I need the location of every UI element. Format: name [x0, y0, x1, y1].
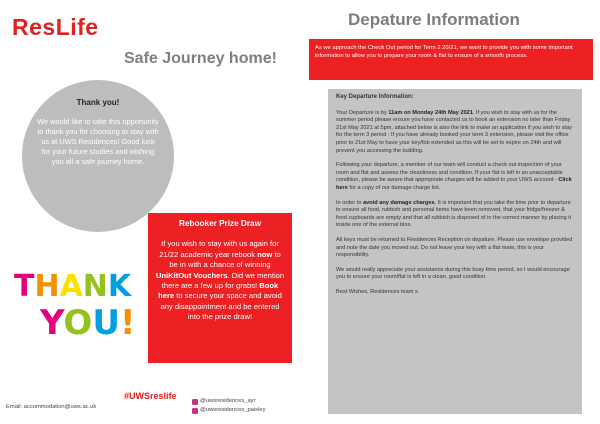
key-info-sign-off: Best Wishes, Residences team x: [336, 288, 418, 295]
social-paisley[interactable]: @uwsresidences_paisley: [192, 406, 266, 415]
social-handles: [192, 397, 266, 415]
thank-you-graphic: [12, 262, 140, 342]
rebooker-body: If you wish to stay with us again for 21/22 academic year rebook now to be in with a chance of winning UniKitOut Vouchers. Did we mention there are a few up for grabs! Book here to secure your space and avoid any disappointment and be entered into the prize draw!: [155, 239, 285, 322]
hashtag: #UWSreslife: [124, 391, 177, 401]
rebooker-heading: Rebooker Prize Draw: [179, 219, 261, 228]
reslife-logo: ResLife: [12, 14, 99, 40]
instagram-icon: [192, 408, 198, 414]
intro-text: As we approach the Check Out period for Term 2 20/21, we want to provide you with some important information to allow you to prepare your room & flat to ensure of a smooth process.: [315, 45, 573, 59]
key-info-paragraph-4: All keys must be returned to Residences Reception on depature. Please use envelope provided and note the date you moved out. Do not leave your key with a flat mate, this is your responsibility.: [336, 236, 573, 259]
book-here-link[interactable]: Book here: [158, 281, 279, 301]
thank-letters: THANK: [14, 269, 132, 304]
key-info-heading: Key Departure Information:: [336, 94, 414, 100]
key-info-paragraph-5: We would really appreciate your assistance during this busy time period, so I would encourage you to ensure your room/flat is left in a clean, good condition.: [336, 266, 570, 281]
thank-you-body: We would like to take this opportunity to thank you for choosing to stay with us at UWS Residences! Good luck for your future studies and wishing you all a safe journey home.: [37, 117, 159, 166]
social-ayr[interactable]: @uwsresidences_ayr: [192, 397, 266, 406]
rebook-now-text: now: [257, 249, 273, 259]
thank-you-circle: [22, 80, 174, 232]
thank-you-heading: Thank you!: [76, 98, 120, 107]
contact-email[interactable]: Email: accommodation@uws.ac.uk: [6, 404, 97, 410]
instagram-icon: [192, 399, 198, 405]
you-letters: YOU!: [40, 303, 136, 342]
intro-banner: [309, 39, 593, 80]
key-info-paragraph-1: Your Departure is by 11am on Monday 24th May 2021. If you wish to stay with us for the summer period please ensure you have contacted us to book an extension no later than Friday 21st May 2021 at 5pm, attached below is also the link to make an application if you wish to stay for the term 3 period : If you have already booked your term 3 extension, please visit the office prior to 21st May to have your key/fob extended as this will be set to expire on 24th and will prevent you accessing the building.: [336, 109, 572, 154]
damage-charges-link[interactable]: Click here: [336, 177, 572, 191]
rebooker-prize-panel: [148, 213, 292, 363]
unikitout-vouchers-text: UniKitOut Vouchers: [155, 270, 228, 280]
key-info-paragraph-2: Following your departure, a member of our team will conduct a check out inspection of your room and flat and assess the cleanliness and condition. If your flat is left in an unacceptable condition, please be aware that appropriate charges will be added to your UWS account - Click here for a copy of our damage charge list.: [336, 162, 572, 191]
key-info-paragraph-3: In order to avoid any damage charges, It is important that you take the time prior to departure to ensure all food, rubbish and personal items have been removed, that your fridge/freezer & food cupboards are empty and that all rubbish is disposed of in the correct manner by placing it inside one of the external bins.: [336, 199, 572, 229]
page-title: Depature Information: [348, 10, 520, 29]
page-subtitle: Safe Journey home!: [124, 50, 277, 67]
key-departure-info-panel: [328, 89, 582, 414]
